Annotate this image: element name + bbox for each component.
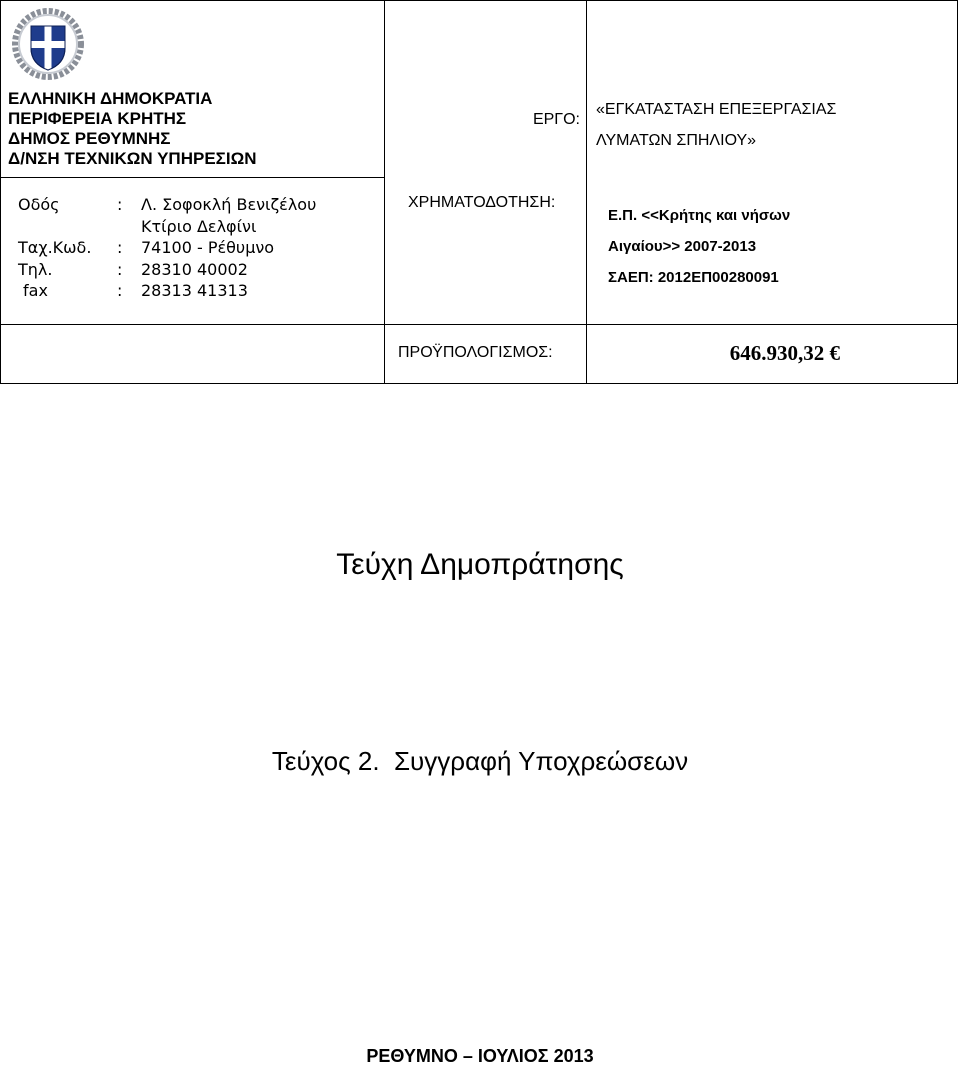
phone-colon: :: [117, 259, 123, 279]
project-title: [596, 94, 951, 156]
org-line-department: Δ/ΝΣΗ ΤΕΧΝΙΚΩΝ ΥΠΗΡΕΣΙΩΝ: [8, 149, 257, 168]
table-border-top: [0, 0, 958, 1]
street-colon: :: [117, 195, 123, 214]
org-line-country: ΕΛΛΗΝΙΚΗ ΔΗΜΟΚΡΑΤΙΑ: [8, 89, 213, 108]
fax-label: fax: [23, 281, 48, 300]
street-value: Λ. Σοφοκλή Βενιζέλου: [141, 195, 317, 214]
table-border-right: [957, 0, 958, 384]
table-border-left: [0, 0, 1, 384]
project-title-line2: ΛΥΜΑΤΩΝ ΣΠΗΛΙΟΥ»: [596, 132, 757, 149]
zip-value: 74100 - Ρέθυμνο: [141, 238, 275, 257]
street-label: Οδός: [18, 195, 60, 214]
fax-value: 28313 41313: [141, 281, 248, 300]
project-label: ΕΡΓΟ:: [532, 111, 580, 128]
row-divider-budget: [0, 324, 958, 325]
header-table: [0, 0, 958, 384]
fax-colon: :: [117, 281, 123, 300]
table-border-bottom: [0, 383, 958, 384]
document-footer: ΡΕΘΥΜΝΟ – ΙΟΥΛΙΟΣ 2013: [366, 1046, 594, 1066]
building-value: Κτίριο Δελφίνι: [141, 216, 257, 236]
phone-value: 28310 40002: [141, 259, 248, 279]
org-divider: [0, 177, 385, 178]
zip-label: Ταχ.Κωδ.: [18, 238, 92, 257]
project-title-line1: «ΕΓΚΑΤΑΣΤΑΣΗ ΕΠΕΞΕΡΓΑΣΙΑΣ: [596, 101, 837, 118]
address-row-phone: [18, 259, 378, 281]
funding-line-saep: ΣΑΕΠ: 2012ΕΠ00280091: [608, 269, 779, 286]
zip-colon: :: [117, 238, 123, 257]
budget-value: 646.930,32 €: [729, 341, 840, 365]
org-block: [8, 89, 378, 169]
document-title: Τεύχη Δημοπράτησης: [336, 548, 624, 581]
address-row-zip: [18, 237, 378, 259]
phone-label: Τηλ.: [18, 259, 53, 279]
address-row-fax: [18, 280, 378, 302]
column-divider-1: [384, 0, 385, 384]
org-line-municipality: ΔΗΜΟΣ ΡΕΘΥΜΝΗΣ: [8, 129, 171, 148]
address-row-street: [18, 194, 378, 216]
column-divider-2: [586, 0, 587, 384]
funding-line-period: Αιγαίου>> 2007-2013: [608, 238, 757, 255]
coat-of-arms-icon: [8, 6, 88, 82]
funding-details: [608, 200, 953, 293]
document-subtitle: Τεύχος 2. Συγγραφή Υποχρεώσεων: [271, 746, 689, 776]
address-block: [18, 194, 378, 302]
address-row-building: [18, 216, 378, 238]
org-line-region: ΠΕΡΙΦΕΡΕΙΑ ΚΡΗΤΗΣ: [8, 109, 187, 128]
budget-label: ΠΡΟΫΠΟΛΟΓΙΣΜΟΣ:: [398, 344, 553, 361]
funding-line-program: Ε.Π. <<Κρήτης και νήσων: [608, 207, 791, 224]
funding-label: ΧΡΗΜΑΤΟΔΟΤΗΣΗ:: [408, 194, 556, 211]
